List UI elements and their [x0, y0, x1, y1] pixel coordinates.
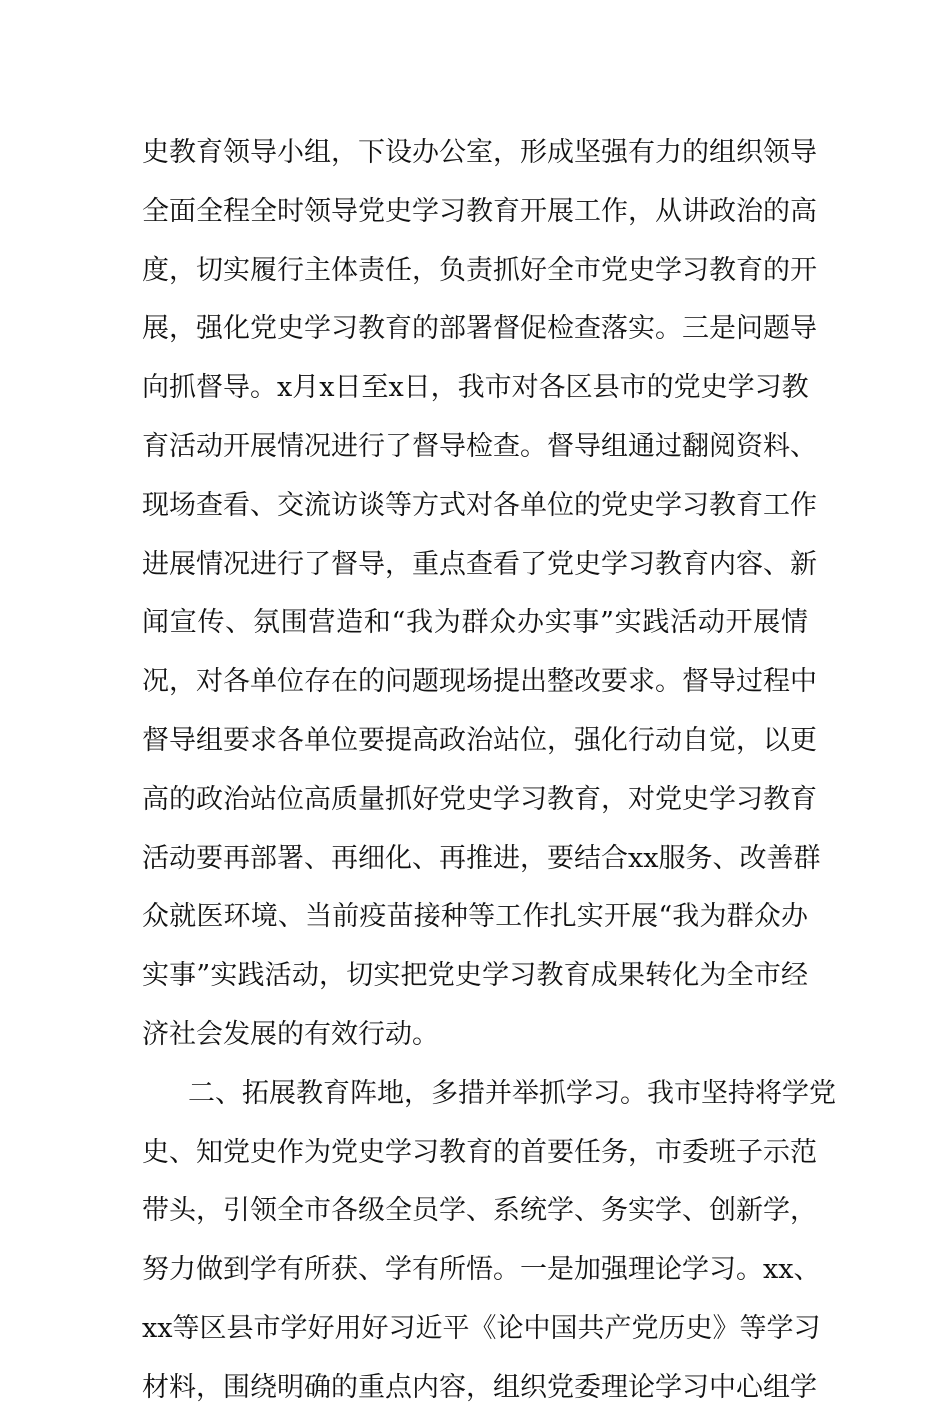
text-line: 高的政治站位高质量抓好党史学习教育，对党史学习教育	[142, 783, 817, 815]
text-line: 众就医环境、当前疫苗接种等工作扎实开展“我为群众办	[142, 901, 808, 933]
text-line: 闻宣传、氛围营造和“我为群众办实事”实践活动开展情	[142, 607, 808, 639]
text-line: 实事”实践活动，切实把党史学习教育成果转化为全市经	[142, 960, 808, 992]
text-line: 现场查看、交流访谈等方式对各单位的党史学习教育工作	[142, 489, 817, 521]
text-line: 育活动开展情况进行了督导检查。督导组通过翻阅资料、	[142, 430, 817, 462]
text-line: 向抓督导。x月x日至x日，我市对各区县市的党史学习教	[142, 372, 809, 404]
text-line: 带头，引领全市各级全员学、系统学、务实学、创新学，	[142, 1195, 817, 1227]
text-line: 史教育领导小组，下设办公室，形成坚强有力的组织领导	[142, 137, 817, 168]
text-line: 度，切实履行主体责任，负责抓好全市党史学习教育的开	[142, 254, 817, 286]
text-line: 展，强化党史学习教育的部署督促检查落实。三是问题导	[142, 313, 817, 345]
text-line-paragraph-end: 济社会发展的有效行动。	[142, 1018, 439, 1050]
text-line: 进展情况进行了督导，重点查看了党史学习教育内容、新	[142, 548, 817, 580]
text-line: 史、知党史作为党史学习教育的首要任务，市委班子示范	[142, 1136, 817, 1168]
text-line: 督导组要求各单位要提高政治站位，强化行动自觉，以更	[142, 724, 817, 756]
text-line: xx等区县市学好用好习近平《论中国共产党历史》等学习	[142, 1312, 821, 1344]
text-line: 材料，围绕明确的重点内容，组织党委理论学习中心组学	[142, 1371, 817, 1403]
body-text	[142, 124, 836, 1418]
text-line: 努力做到学有所获、学有所悟。一是加强理论学习。xx、	[142, 1254, 821, 1286]
text-line: 况，对各单位存在的问题现场提出整改要求。督导过程中	[142, 666, 817, 698]
text-line-section-two-start: 二、拓展教育阵地，多措并举抓学习。我市坚持将学党	[188, 1077, 836, 1109]
text-line: 全面全程全时领导党史学习教育开展工作，从讲政治的高	[142, 195, 817, 227]
text-line: 活动要再部署、再细化、再推进，要结合xx服务、改善群	[142, 842, 821, 874]
